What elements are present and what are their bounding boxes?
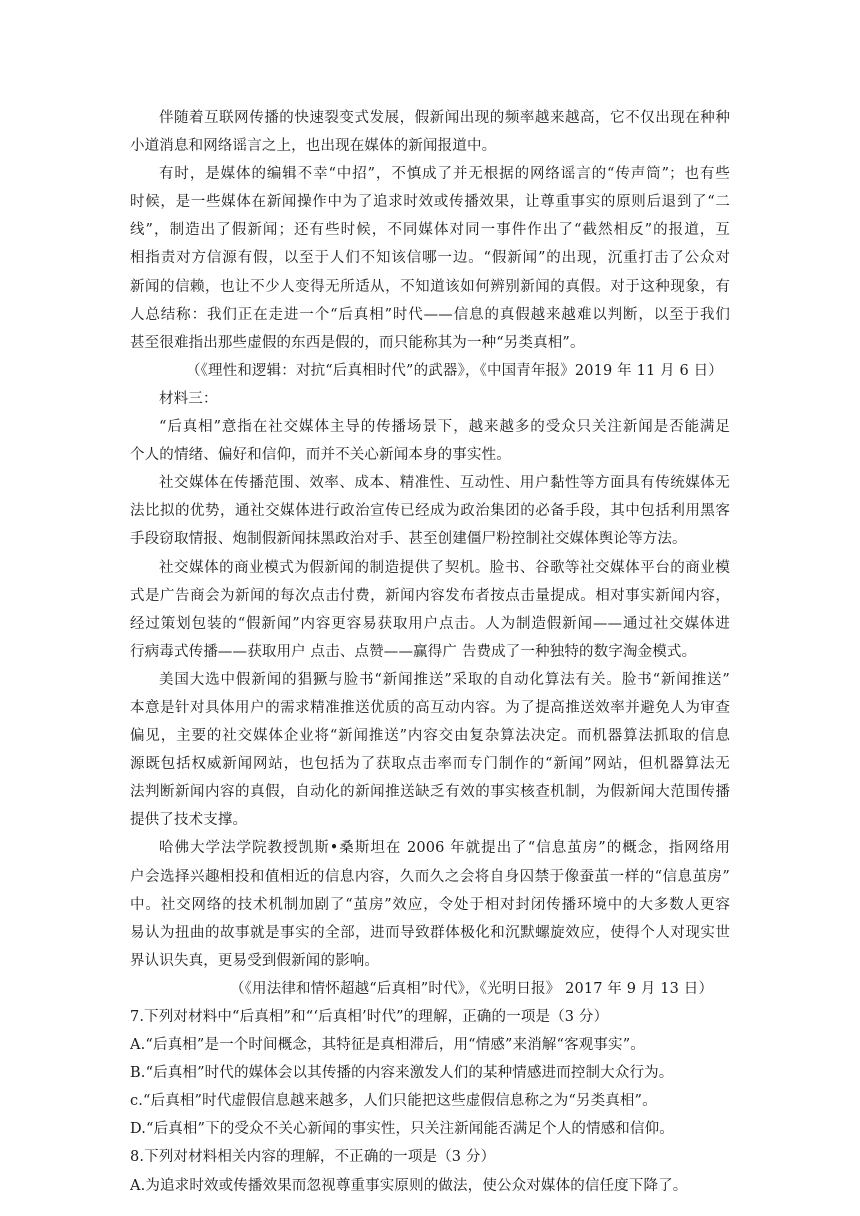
text-line: 甚至很难指出那些虚假的东西是假的，而只能称其为一种“另类真相”。 <box>130 334 585 351</box>
paragraph <box>130 554 730 666</box>
question-7 <box>130 1003 730 1143</box>
text-line: 法判断新闻内容的真假，自动化的新闻推送缺乏有效的事实核查机制，为假新闻大范围传播 <box>130 784 730 801</box>
text-line: “后真相”意指在社交媒体主导的传播场景下，越来越多的受众只关注新闻是否能满足 <box>159 419 730 436</box>
option-b: B.“后真相”时代的媒体会以其传播的内容来激发人们的某种情感进而控制大众行为。 <box>130 1065 674 1082</box>
text-line: 经过策划包装的“假新闻”内容更容易获取用户点击。人为制造假新闻——通过社交媒体进 <box>130 615 730 632</box>
text-line: 行病毒式传播——获取用户 点击、点赞——赢得广 告费成了一种独特的数字淘金模式。 <box>130 643 697 660</box>
text-line: 有时，是媒体的编辑不幸“中招”，不慎成了并无根据的网络谣言的“传声筒”；也有些 <box>159 166 730 183</box>
option-a: A.为追求时效或传播效果而忽视尊重事实原则的做法，使公众对媒体的信任度下降了。 <box>130 1177 688 1194</box>
option-c: c.“后真相”时代虚假信息越来越多，人们只能把这些虚假信息称之为“另类真相”。 <box>130 1093 657 1110</box>
section-heading: 材料三： <box>159 390 218 407</box>
text-line: 户会选择兴趣相投和值相近的信息内容，久而久之会将自身囚禁于像蚕茧一样的“信息茧房” <box>130 868 730 885</box>
paragraph <box>130 834 730 974</box>
question-stem: 7.下列对材料中“后真相”和“‘后真相’时代”的理解，正确的一项是（3 分） <box>130 1009 609 1025</box>
text-line: 人总结称：我们正在走进一个“后真相”时代——信息的真假越来越难以判断，以至于我们 <box>130 306 730 323</box>
text-line: 式是广告商会为新闻的每次点击付费，新闻内容发布者按点击量提成。相对事实新闻内容， <box>130 587 730 604</box>
option-d: D.“后真相”下的受众不关心新闻的事实性，只关注新闻能否满足个人的情感和信仰。 <box>130 1121 674 1138</box>
text-line: 社交媒体在传播范围、效率、成本、精准性、互动性、用户黏性等方面具有传统媒体无 <box>159 475 730 492</box>
paragraph <box>130 666 730 835</box>
paragraph <box>130 469 730 553</box>
text-line: 小道消息和网络谣言之上，也出现在媒体的新闻报道中。 <box>130 138 497 155</box>
question-stem: 8.下列对材料相关内容的理解，不正确的一项是（3 分） <box>130 1149 496 1166</box>
text-line: 美国大选中假新闻的猖獗与脸书“新闻推送”采取的自动化算法有关。脸书“新闻推送” <box>159 671 730 688</box>
text-line: 社交媒体的商业模式为假新闻的制造提供了契机。脸书、谷歌等社交媒体平台的商业模 <box>159 559 730 576</box>
text-line: 本意是针对具体用户的需求精准推送优质的高互动内容。为了提高推送效率并避免人为审查 <box>130 699 730 716</box>
document-page <box>130 104 730 1200</box>
text-line: 时候，是一些媒体在新闻操作中为了追求时效或传播效果，让尊重事实的原则后退到了“二 <box>130 194 730 211</box>
paragraph <box>130 104 730 160</box>
text-line: 偏见，主要的社交媒体企业将“新闻推送”内容交由复杂算法决定。而机器算法抓取的信息 <box>130 728 730 745</box>
text-line: 新闻的信赖，也让不少人变得无所适从，不知道该如何辨别新闻的真假。对于这种现象，有 <box>130 278 730 295</box>
text-line: 伴随着互联网传播的快速裂变式发展，假新闻出现的频率越来越高，它不仅出现在种种 <box>159 110 730 126</box>
text-line: 法比拟的优势，通社交媒体进行政治宣传已经成为政治集团的必备手段，其中包括利用黑客 <box>130 503 730 520</box>
source-citation: （《用法律和情怀超越“后真相”时代》，《光明日报》 2017 年 9 月 13 日） <box>230 980 714 997</box>
text-line: 中。社交网络的技术机制加剧了“茧房”效应，令处于相对封闭传播环境中的大多数人更容 <box>130 896 730 913</box>
text-line: 界认识失真，更易受到假新闻的影响。 <box>130 952 380 969</box>
paragraph <box>130 413 730 469</box>
text-line: 哈佛大学法学院教授凯斯•桑斯坦在 2006 年就提出了“信息茧房”的概念，指网络用 <box>159 840 730 857</box>
text-line: 源既包括权威新闻网站，也包括为了获取点击率而专门制作的“新闻”网站，但机器算法无 <box>130 756 730 773</box>
text-line: 线”，制造出了假新闻；还有些时候，不同媒体对同一事件作出了“截然相反”的报道，互 <box>130 222 730 239</box>
option-a: A.“后真相”是一个时间概念，其特征是真相滞后，用“情感”来消解“客观事实”。 <box>130 1037 645 1054</box>
text-line: 手段窃取情报、炮制假新闻抹黑政治对手、甚至创建僵尸粉控制社交媒体舆论等方法。 <box>130 531 687 548</box>
source-citation: （《理性和逻辑：对抗“后真相时代”的武器》，《中国青年报》2019 年 11 月 6 日） <box>186 362 723 379</box>
paragraph <box>130 160 730 357</box>
question-8 <box>130 1143 730 1199</box>
text-line: 相指责对方信源有假，以至于人们不知该信哪一边。“假新闻”的出现，沉重打击了公众对 <box>130 250 730 267</box>
text-line: 提供了技术支撑。 <box>130 812 248 829</box>
text-line: 易认为扭曲的故事就是事实的全部，进而导致群体极化和沉默螺旋效应，使得个人对现实世 <box>130 924 730 941</box>
text-line: 个人的情绪、偏好和信仰，而并不关心新闻本身的事实性。 <box>130 447 511 464</box>
